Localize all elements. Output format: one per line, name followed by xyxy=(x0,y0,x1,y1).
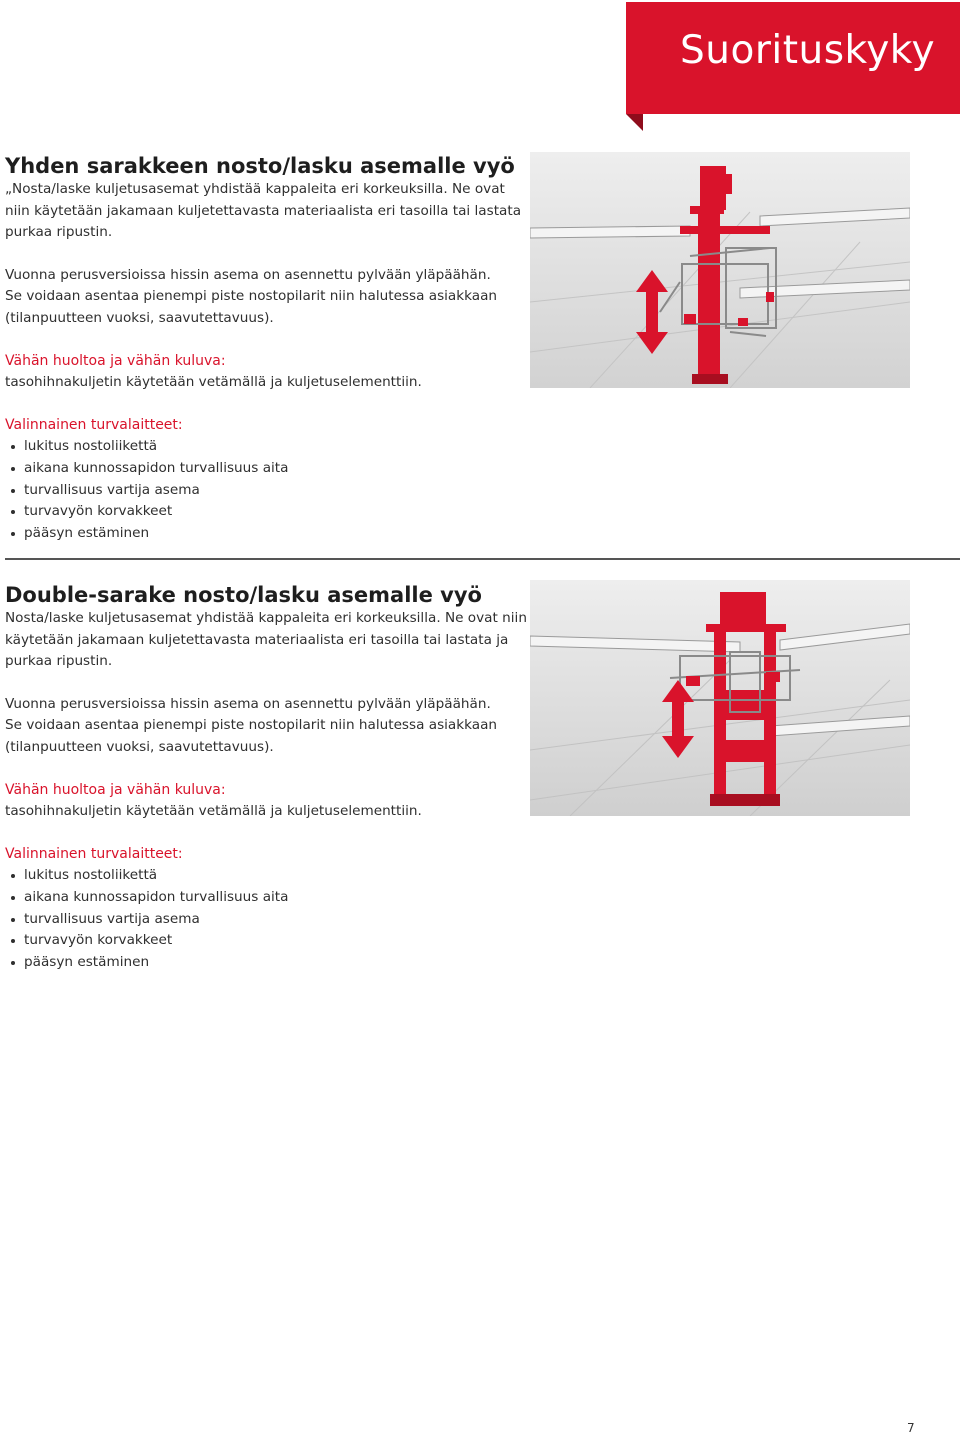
single-column-lift-illustration xyxy=(530,152,910,388)
double-column-lift-illustration xyxy=(530,580,910,816)
list-item: pääsyn estäminen xyxy=(5,523,530,545)
intro-line: niin käytetään jakamaan kuljetettavasta materiaalista eri tasoilla tai lastata xyxy=(5,202,522,219)
list-item: turvallisuus vartija asema xyxy=(5,480,530,502)
options-heading: Valinnainen turvalaitteet: xyxy=(5,416,183,433)
page-title: Suorituskyky xyxy=(680,28,936,73)
maintenance-heading: Vähän huoltoa ja vähän kuluva: xyxy=(5,352,226,369)
version-line: (tilanpuutteen vuoksi, saavutettavuus). xyxy=(5,309,274,326)
list-item: lukitus nostoliikettä xyxy=(5,865,530,887)
section-divider xyxy=(5,558,960,560)
options-list xyxy=(5,436,530,544)
options-heading: Valinnainen turvalaitteet: xyxy=(5,845,183,862)
section-single-column xyxy=(5,153,530,544)
section-title: Yhden sarakkeen nosto/lasku asemalle vyö xyxy=(5,154,515,178)
intro-line: purkaa ripustin. xyxy=(5,653,113,670)
list-item: aikana kunnossapidon turvallisuus aita xyxy=(5,458,530,480)
intro-line: purkaa ripustin. xyxy=(5,224,113,241)
intro-line: Nosta/laske kuljetusasemat yhdistää kappaleita eri korkeuksilla. Ne ovat niin xyxy=(5,610,527,626)
maintenance-heading: Vähän huoltoa ja vähän kuluva: xyxy=(5,781,226,798)
section-double-column xyxy=(5,582,530,973)
version-line: Vuonna perusversioissa hissin asema on asennettu pylvään yläpäähän. xyxy=(5,266,491,283)
options-list xyxy=(5,865,530,973)
page-number: 7 xyxy=(907,1421,915,1435)
list-item: turvallisuus vartija asema xyxy=(5,909,530,931)
list-item: pääsyn estäminen xyxy=(5,952,530,974)
version-line: Se voidaan asentaa pienempi piste nostopilarit niin halutessa asiakkaan xyxy=(5,717,498,734)
version-line: Vuonna perusversioissa hissin asema on asennettu pylvään yläpäähän. xyxy=(5,695,491,712)
version-line: Se voidaan asentaa pienempi piste nostopilarit niin halutessa asiakkaan xyxy=(5,288,498,305)
intro-line: käytetään jakamaan kuljetettavasta materiaalista eri tasoilla tai lastata ja xyxy=(5,631,509,648)
version-line: (tilanpuutteen vuoksi, saavutettavuus). xyxy=(5,738,274,755)
maintenance-text: tasohihnakuljetin käytetään vetämällä ja kuljetuselementtiin. xyxy=(5,374,422,391)
banner-fold xyxy=(626,114,643,131)
list-item: turvavyön korvakkeet xyxy=(5,930,530,952)
section-title: Double-sarake nosto/lasku asemalle vyö xyxy=(5,583,482,607)
maintenance-text: tasohihnakuljetin käytetään vetämällä ja kuljetuselementtiin. xyxy=(5,803,422,820)
intro-line: „Nosta/laske kuljetusasemat yhdistää kappaleita eri korkeuksilla. Ne ovat xyxy=(5,181,505,197)
list-item: lukitus nostoliikettä xyxy=(5,436,530,458)
list-item: aikana kunnossapidon turvallisuus aita xyxy=(5,887,530,909)
list-item: turvavyön korvakkeet xyxy=(5,501,530,523)
